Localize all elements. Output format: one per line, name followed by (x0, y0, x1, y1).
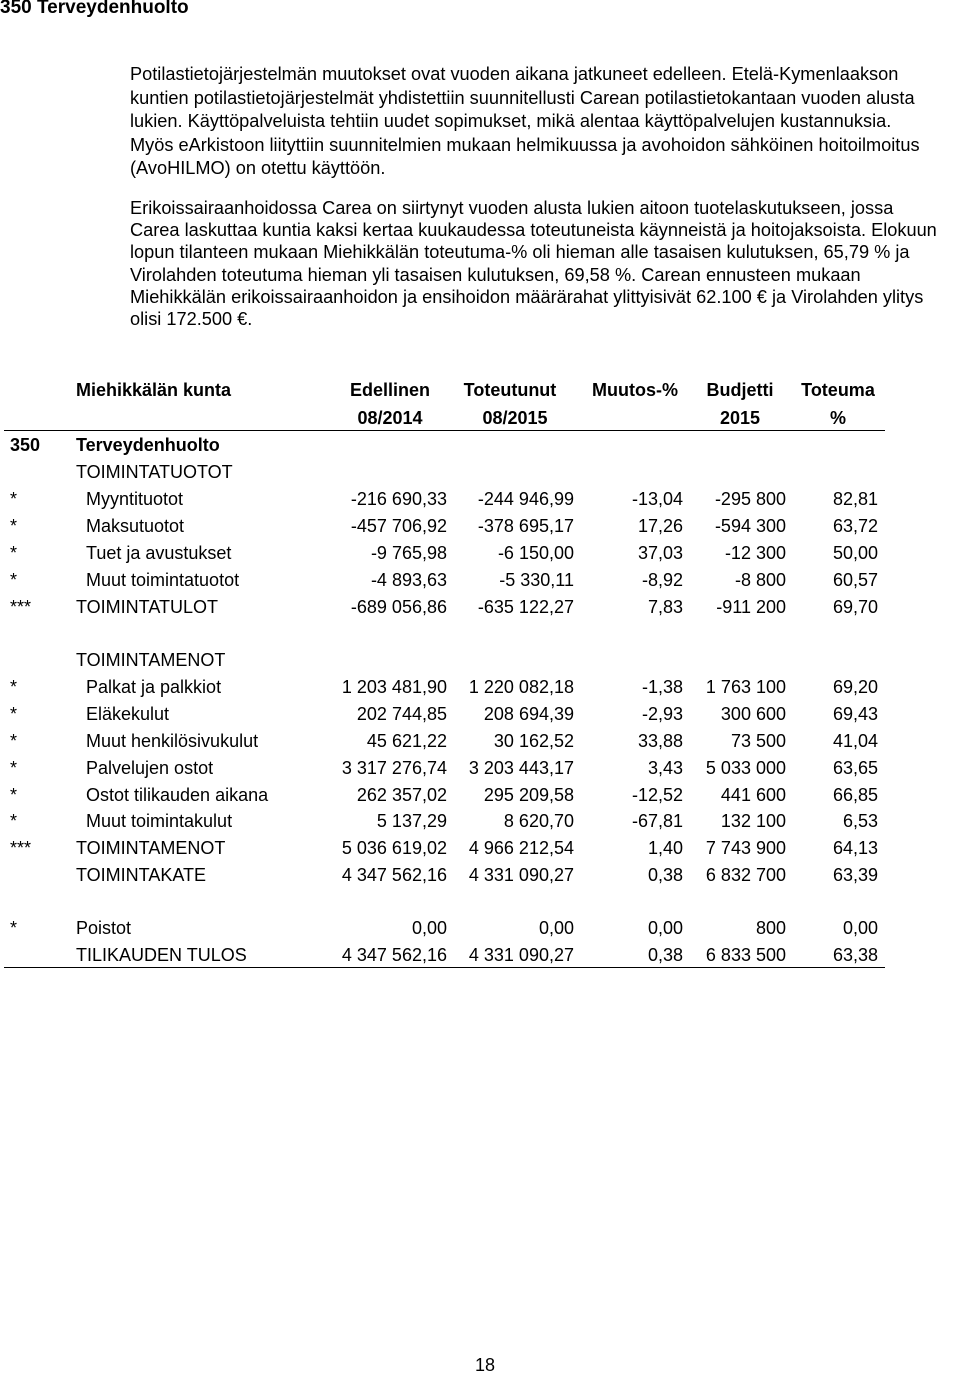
cell-previous: 5 137,29 (376, 811, 447, 831)
subheader-budget-year: 2015 (719, 408, 761, 428)
row-label: TOIMINTAKATE (76, 865, 207, 885)
table-row (0, 808, 960, 835)
cell-budget: -8 800 (734, 570, 786, 590)
section-title: 350 Terveydenhuolto (0, 0, 189, 18)
row-label: Eläkekulut (86, 704, 170, 724)
cell-realization: 64,13 (832, 838, 878, 858)
cell-realization: 69,70 (832, 597, 878, 617)
row-marker: *** (10, 597, 32, 617)
table-subheader-row (0, 405, 960, 432)
cell-previous: 5 036 619,02 (341, 838, 447, 858)
cell-realized: 0,00 (538, 918, 574, 938)
row-marker: * (10, 570, 18, 590)
table-row (0, 540, 960, 567)
header-municipality: Miehikkälän kunta (76, 380, 232, 400)
paragraph-line: Erikoissairaanhoidossa Carea on siirtynyt vuoden alusta lukien aitoon tuotelaskutukseen, jossa (130, 198, 894, 218)
row-marker: * (10, 811, 18, 831)
cell-previous: -216 690,33 (350, 489, 447, 509)
cell-previous: -4 893,63 (370, 570, 447, 590)
row-label: TOIMINTATUOTOT (76, 462, 233, 482)
cell-previous: 202 744,85 (356, 704, 447, 724)
row-label: Muut henkilösivukulut (86, 731, 259, 751)
cell-realization: 82,81 (832, 489, 878, 509)
row-marker: * (10, 758, 18, 778)
cell-budget: 7 743 900 (705, 838, 786, 858)
header-previous: Edellinen (349, 380, 430, 400)
cell-change: 3,43 (647, 758, 683, 778)
paragraph-line: olisi 172.500 €. (130, 309, 253, 330)
row-label: Palvelujen ostot (86, 758, 214, 778)
cell-realized: -378 695,17 (477, 516, 574, 536)
cell-change: -13,04 (631, 489, 683, 509)
row-marker: *** (10, 838, 32, 858)
cell-realization: 41,04 (832, 731, 878, 751)
paragraph-line: Miehikkälän erikoissairaanhoidon ja ensihoidon määrärahat ylittyisivät 62.100 € ja Virolahden ylitys (130, 286, 924, 307)
cell-previous: 4 347 562,16 (341, 865, 447, 885)
table-row (0, 594, 960, 621)
header-divider (4, 430, 885, 431)
paragraph-line: Myös eArkistoon liityttiin suunnitelmien mukaan helmikuussa ja avohoidon sähköinen hoitoilmoitus (130, 134, 920, 155)
cell-previous: 45 621,22 (366, 731, 447, 751)
cell-budget: -594 300 (714, 516, 786, 536)
cell-realized: 30 162,52 (493, 731, 574, 751)
table-row (0, 567, 960, 594)
row-marker: * (10, 489, 18, 509)
cell-budget: 1 763 100 (705, 677, 786, 697)
cell-realization: 66,85 (832, 785, 878, 805)
cell-budget: 800 (755, 918, 786, 938)
cell-previous: 3 317 276,74 (341, 758, 447, 778)
cell-realization: 63,65 (832, 758, 878, 778)
cell-change: 0,00 (647, 918, 683, 938)
header-realized: Toteutunut (463, 380, 557, 400)
cell-change: 0,38 (647, 865, 683, 885)
row-label: Maksutuotot (86, 516, 185, 536)
row-label: TOIMINTAMENOT (76, 650, 226, 670)
cell-budget: 73 500 (730, 731, 786, 751)
table-row (0, 782, 960, 809)
cell-realized: 8 620,70 (503, 811, 574, 831)
cell-change: 37,03 (637, 543, 683, 563)
table-bottom-rule (4, 967, 885, 968)
row-label: Ostot tilikauden aikana (86, 785, 269, 805)
table-row (0, 942, 960, 969)
cell-change: 17,26 (637, 516, 683, 536)
cell-realization: 63,38 (832, 945, 878, 965)
paragraph-line: lopun tilanteen mukaan Miehikkälän toteutuma-% oli hieman alle tasaisen kulutuksen, 65,79 % ja (130, 242, 910, 263)
row-label: Poistot (76, 918, 132, 938)
row-label: Myyntituotot (86, 489, 184, 509)
table-row (0, 915, 960, 942)
cell-realized: 295 209,58 (483, 785, 574, 805)
table-header-row (0, 377, 960, 404)
row-marker: 350 (10, 435, 41, 455)
row-label: Muut toimintakulut (86, 811, 233, 831)
cell-realized: -5 330,11 (499, 570, 574, 590)
cell-budget: 132 100 (720, 811, 786, 831)
header-change-percent: Muutos-% (592, 380, 678, 400)
table-row (0, 674, 960, 701)
cell-realization: 63,72 (832, 516, 878, 536)
cell-change: -67,81 (631, 811, 683, 831)
table-row (0, 701, 960, 728)
row-marker: * (10, 785, 18, 805)
cell-realization: 6,53 (842, 811, 878, 831)
cell-previous: -689 056,86 (350, 597, 447, 617)
cell-budget: 6 833 500 (705, 945, 786, 965)
paragraph-2 (130, 197, 937, 330)
cell-realization: 69,43 (832, 704, 878, 724)
subheader-realized-period: 08/2015 (482, 408, 548, 428)
table-row (0, 459, 960, 486)
cell-budget: 300 600 (720, 704, 786, 724)
cell-previous: 0,00 (411, 918, 447, 938)
cell-change: 7,83 (647, 597, 683, 617)
cell-realized: 1 220 082,18 (468, 677, 574, 697)
subheader-previous-period: 08/2014 (357, 408, 423, 428)
paragraph-line: Carea laskuttaa kuntia kaksi kertaa kuukaudessa toteutuneista käynneistä ja hoitojaksoista. Elokuun (130, 220, 937, 241)
row-label: Tuet ja avustukset (86, 543, 232, 563)
row-label: TOIMINTAMENOT (76, 838, 226, 858)
table-row (0, 835, 960, 862)
row-marker: * (10, 704, 18, 724)
table-row (0, 755, 960, 782)
cell-previous: 262 357,02 (356, 785, 447, 805)
cell-realization: 69,20 (832, 677, 878, 697)
table-row (0, 486, 960, 513)
cell-change: -1,38 (641, 677, 683, 697)
paragraph-line: Virolahden toteutuma hieman yli tasaisen kulutuksen, 69,58 %. Carean ennusteen mukaan (130, 264, 861, 285)
paragraph-line: kuntien potilastietojärjestelmät yhdistettiin suunnitellusti Carean potilastietokantaan vuoden alusta (130, 87, 915, 108)
table-row (0, 513, 960, 540)
paragraph-line: (AvoHILMO) on otettu käyttöön. (130, 158, 386, 178)
row-marker: * (10, 516, 18, 536)
cell-budget: 6 832 700 (705, 865, 786, 885)
cell-change: -8,92 (641, 570, 683, 590)
cell-realized: 208 694,39 (483, 704, 574, 724)
cell-budget: 441 600 (720, 785, 786, 805)
cell-realization: 50,00 (832, 543, 878, 563)
cell-change: -12,52 (631, 785, 683, 805)
header-realization: Toteuma (801, 380, 875, 400)
cell-realized: 3 203 443,17 (468, 758, 574, 778)
cell-realized: -6 150,00 (497, 543, 574, 563)
row-marker: * (10, 677, 18, 697)
cell-realization: 63,39 (832, 865, 878, 885)
paragraph-1 (130, 63, 920, 181)
row-label: Terveydenhuolto (76, 435, 220, 455)
cell-realized: -244 946,99 (477, 489, 574, 509)
paragraph-line: Potilastietojärjestelmän muutokset ovat vuoden aikana jatkuneet edelleen. Etelä-Kymenlaakson (130, 64, 899, 84)
cell-previous: 1 203 481,90 (341, 677, 447, 697)
cell-realization: 60,57 (832, 570, 878, 590)
row-label: TILIKAUDEN TULOS (76, 945, 247, 965)
cell-realized: 4 331 090,27 (468, 865, 574, 885)
cell-previous: 4 347 562,16 (341, 945, 447, 965)
cell-budget: -295 800 (714, 489, 786, 509)
cell-realized: -635 122,27 (477, 597, 574, 617)
row-label: Palkat ja palkkiot (86, 677, 222, 697)
cell-realized: 4 331 090,27 (468, 945, 574, 965)
row-marker: * (10, 543, 18, 563)
row-label: Muut toimintatuotot (86, 570, 240, 590)
table-row (0, 862, 960, 889)
cell-change: 33,88 (637, 731, 683, 751)
cell-realization: 0,00 (842, 918, 878, 938)
cell-realized: 4 966 212,54 (468, 838, 574, 858)
cell-budget: 5 033 000 (705, 758, 786, 778)
table-row (0, 432, 960, 459)
table-row (0, 728, 960, 755)
table-row (0, 647, 960, 674)
paragraph-line: lukien. Käyttöpalveluista tehtiin uudet sopimukset, mikä alentaa käyttöpalvelujen kustannuksia. (130, 111, 892, 131)
cell-budget: -911 200 (716, 597, 786, 617)
cell-budget: -12 300 (724, 543, 786, 563)
row-marker: * (10, 918, 18, 938)
header-budget: Budjetti (706, 380, 774, 400)
cell-previous: -457 706,92 (350, 516, 447, 536)
row-marker: * (10, 731, 18, 751)
cell-change: 1,40 (647, 838, 683, 858)
cell-change: -2,93 (641, 704, 683, 724)
subheader-realization-unit: % (829, 408, 846, 428)
page-number: 18 (474, 1355, 496, 1375)
row-label: TOIMINTATULOT (76, 597, 218, 617)
cell-change: 0,38 (647, 945, 683, 965)
cell-previous: -9 765,98 (370, 543, 447, 563)
